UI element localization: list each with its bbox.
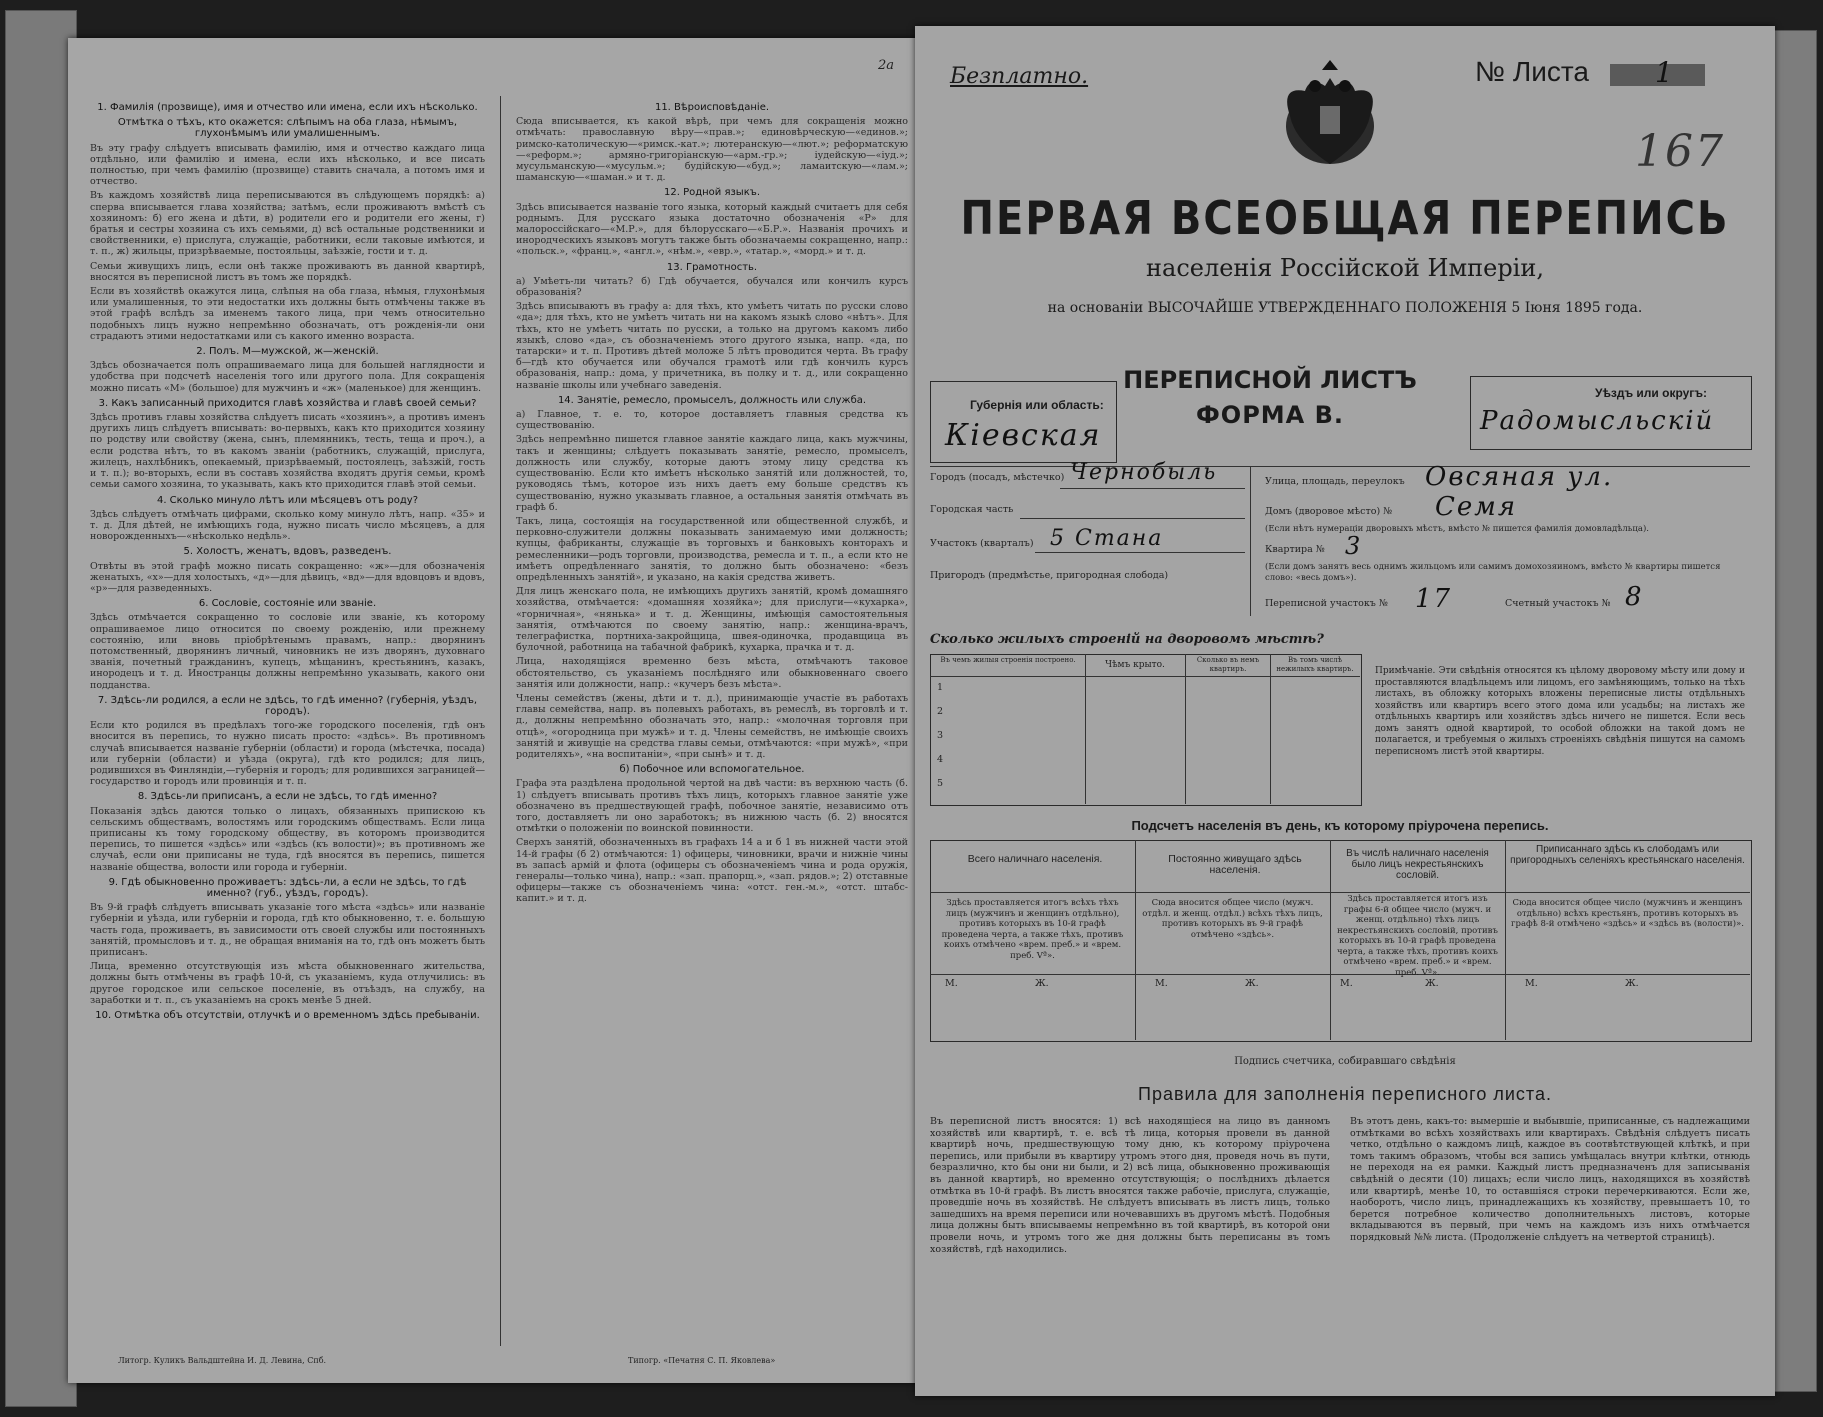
podschet-col-line (1135, 840, 1136, 1040)
instructions-column-2 (516, 98, 908, 1343)
instruction-paragraph: Здѣсь противъ главы хозяйства слѣдуетъ писать «хозяинъ», а противъ именъ другихъ лицъ слѣдуетъ вписывать: во-первыхъ, какъ кто приходится хозяину по родству или свойству (жена, сынъ, племянникъ, тесть, теща и проч.), а если родства нѣтъ, то въ какомъ званіи (работникъ, служащій, прислуга, жилецъ, нахлѣбникъ, опекаемый, призрѣваемый, постоялецъ, заѣзжій, гость и т. п.); во-вторыхъ, если въ составъ хозяйства входятъ другія семьи, кромѣ семьи самого хозяина, то указывать, какъ кто приходится главѣ этой семьи. (90, 412, 485, 491)
stroenia-row-4: 4 (937, 754, 944, 765)
census-form-page (915, 26, 1775, 1396)
column-divider (500, 96, 501, 1346)
uchastok-label: Участокъ (кварталъ) (930, 538, 1034, 549)
uezd-label: Уѣздъ или округъ: (1595, 386, 1708, 400)
instruction-paragraph: Здѣсь вписываютъ въ графу а: для тѣхъ, кто умѣетъ читать по русски слово «да»; для тѣхъ, кто не умѣетъ читать ни на какомъ языкѣ слово «нѣтъ». Для тѣхъ, кто не умѣетъ читать по русски, а только на другомъ какомъ либо языкѣ, слово «да», съ обозначеніемъ этого другого языка, напр. «да, по татарски» и т. п. Противъ дѣтей моложе 5 лѣтъ проводится черта. Въ графу б—гдѣ кто обучается или обучался грамотѣ или гдѣ кончилъ курсъ образованія, напр.: дома, у причетника, въ полку и т. д., или сокращенно названіе школы или учебнаго заведенія. (516, 301, 908, 391)
instruction-heading: 10. Отмѣтка объ отсутствіи, отлучкѣ и о временномъ здѣсь пребываніи. (95, 1010, 480, 1022)
instruction-heading: 3. Какъ записанный приходится главѣ хозяйства и главѣ своей семьи? (98, 397, 477, 409)
podschet-header-2: Постоянно живущаго здѣсь населенія. (1168, 853, 1302, 876)
double-headed-eagle-icon (1270, 56, 1390, 176)
male-label: М. (945, 978, 958, 989)
instruction-paragraph: Сверхъ занятій, обозначенныхъ въ графахъ 14 а и б 1 въ нижней части этой 14-й графы (б 2) отмѣчаются: 1) офицеры, чиновники, врачи и нижніе чины въ запасѣ армій и флота (офицеры съ обозначеніемъ чина и рода оружія, генералы—только чина), напр.: «зап. прапорщ.», «зап. рядов.»; 2) отставные офицеры—также съ обозначеніемъ чина: «отст. ген.-м.», «отст. штабс-капит.» и т. д. (516, 837, 908, 905)
stroenia-row-1: 1 (937, 682, 944, 693)
stroenia-header-4: Въ томъ числѣ нежилыхъ квартиръ. (1276, 656, 1354, 673)
schetny-uchastok-label: Счетный участокъ № (1505, 598, 1611, 609)
uchastok-line (1035, 552, 1245, 553)
perepis-uchastok-value: 17 (1415, 584, 1453, 614)
instruction-paragraph: а) Главное, т. е. то, которое доставляетъ главныя средства къ существованію. (516, 409, 908, 432)
paper-stack-left (5, 10, 77, 1407)
instruction-paragraph: Семьи живущихъ лицъ, если онѣ также проживаютъ въ данной квартирѣ, вносятся въ переписной листъ въ томъ же порядкѣ. (90, 260, 485, 283)
instruction-paragraph: Показанія здѣсь даются только о лицахъ, обязанныхъ припискою къ сельскимъ обществамъ, волостямъ или городскимъ обществамъ. Если лица приписаны къ тому городскому обществу, въ которомъ производится перепись, то пишется «здѣсь» или «здѣсь (къ волости)»; въ противномъ же случаѣ, если они приписаны не туда, гдѣ вносятся въ перепись, пишется названіе общества, волости или города и губерніи. (90, 805, 485, 873)
podschet-note-2: Сюда вносится общее число (мужч. отдѣл. и женщ. отдѣл.) всѣхъ тѣхъ лицъ, противъ которыхъ въ 9-й графѣ отмѣчено «здѣсь». (1142, 898, 1323, 940)
perepis-uchastok-label: Переписной участокъ № (1265, 598, 1388, 609)
instruction-heading: 6. Сословіе, состояніе или званіе. (198, 598, 377, 610)
kvartira-note: (Если домъ занятъ весь однимъ жильцомъ или самимъ домохозяиномъ, вмѣсто № квартиры пишется слово: «весь домъ»). (1265, 562, 1721, 583)
instruction-heading: 12. Родной языкъ. (664, 187, 760, 199)
stroenia-row-5: 5 (937, 778, 944, 789)
instruction-heading: 1. Фамилія (прозвище), имя и отчество или имена, если ихъ нѣсколько. (97, 102, 478, 113)
podschet-col-line (1330, 840, 1331, 1040)
instruction-paragraph: Члены семействъ (жены, дѣти и т. д.), принимающіе участіе въ работахъ главы семейства, напр. въ полевыхъ работахъ, въ ремеслѣ, въ торговлѣ и т. д., должны непремѣнно обозначать это, напр.: «молочная торговля при отцѣ», «огородница при мужѣ» и т. д. Члены семействъ, не имѣющіе своихъ занятій и живущіе на средства главы семьи, отмѣчаются: «при мужѣ», «при родителяхъ», «на воспитаніи», «при сынѣ» и т. д. (516, 692, 908, 760)
instruction-paragraph: Въ 9-й графѣ слѣдуетъ вписывать указаніе того мѣста «здѣсь» или названіе губерніи и уѣзда, или губерніи и города, гдѣ кто обыкновенно, т. е. большую часть года, проживаетъ, въ зависимости отъ своей службы или постоянныхъ занятій, промысловъ и т. д., не обращая вниманія на то, гдѣ онъ можетъ быть приписанъ. (90, 902, 485, 959)
census-subtitle: населенія Россійской Имперіи, (1146, 254, 1544, 282)
instruction-paragraph: Здѣсь непремѣнно пишется главное занятіе каждаго лица, какъ мужчины, такъ и женщины; слѣдуетъ показывать занятіе, ремесло, промыселъ, должность или службу, которые даютъ этому лицу средства къ существованію. Если кто имѣетъ нѣсколько занятій или должностей, то, руководясь тѣмъ, которое изъ нихъ даетъ ему больше средствъ къ существованію, нужно указывать главное, а остальныя занятія отмѣчать въ графѣ б. (516, 434, 908, 513)
ulica-label: Улица, площадь, переулокъ (1265, 476, 1405, 487)
instruction-paragraph: а) Умѣетъ-ли читать? б) Гдѣ обучается, обучался или кончилъ курсъ образованія? (516, 275, 908, 299)
instruction-paragraph: Здѣсь вписывается названіе того языка, который каждый считаетъ для себя роднымъ. Для русскаго языка достаточно обозначенія «Р» для малороссійскаго—«М.Р.», для бѣлорусскаго—«Б.Р.». Названія прочихъ и инородческихъ языковъ могутъ также быть обозначаемы сокращенно, напр.: «польск.», «франц.», «англ.», «нѣм.», «евр.», «татар.», «морд.» и т. д. (516, 201, 908, 258)
gorod-value: Чернобыль (1070, 460, 1218, 485)
instruction-paragraph: Сюда вписывается, къ какой вѣрѣ, при чемъ для сокращенія можно отмѣчать: православную вѣру—«прав.»; единовѣрческую—«единов.»; римско-католическую—«римск.-кат.»; лютеранскую—«лют.»; реформатскую—«реформ.»; армяно-григоріанскую—«арм.-гр.»; іудейскую—«іуд.»; мусульманскую—«мусульм.»; будійскую—«буд.»; ламаитскую—«лам.»; шаманскую—«шаман.» и т. д. (516, 116, 908, 184)
sheet-number-value: 1 (1655, 56, 1675, 89)
form-title: ПЕРЕПИСНОЙ ЛИСТЪ (1123, 366, 1417, 394)
stroenia-header-3: Сколько въ немъ квартиръ. (1196, 656, 1260, 673)
instruction-paragraph: Здѣсь отмѣчается сокращенно то сословіе или званіе, къ которому опрашиваемое лицо относится по своему рожденію, или прежнему состоянію, или вновь пріобрѣтенымъ правамъ, напр.: дворянинъ потомственный, дворянинъ личный, чиновникъ не изъ дворянъ, духовнаго званія, почетный гражданинъ, купецъ, мѣщанинъ, крестьянинъ, казакъ, инородецъ и т. д. Иностранцы должны непремѣнно указывать, какого они подданства. (90, 612, 485, 691)
podschet-note-3: Здѣсь проставляется итогъ изъ графы 6-й общее число (мужч. и женщ. отдѣльно) тѣхъ лицъ некрестьянскихъ сословій, противъ которыхъ въ 10-й графѣ проведена черта, а также тѣхъ, противъ коихъ отмѣчено «врем. преб.» и «врем. преб. Vª». (1337, 894, 1498, 978)
address-divider (1250, 466, 1251, 616)
archive-number: 167 (1635, 126, 1725, 177)
female-label: Ж. (1625, 978, 1639, 989)
address-top-rule (930, 466, 1750, 467)
instruction-paragraph: Лица, находящіяся временно безъ мѣста, отмѣчаютъ таковое обстоятельство, съ указаніемъ послѣдняго или обыкновеннаго своего занятія или должности, напр.: «кучеръ безъ мѣста». (516, 656, 908, 690)
instruction-heading: 5. Холостъ, женатъ, вдовъ, разведенъ. (183, 546, 392, 558)
instruction-paragraph: Если кто родился въ предѣлахъ того-же городского поселенія, гдѣ онъ вносится въ перепись, то нужно писать просто: «здѣсь». Въ противномъ случаѣ вписывается названіе губерніи (области) и города (мѣстечка, посада) или губерніи (области) и уѣзда (округа), гдѣ кто родился; для лицъ, родившихся въ Финляндіи,—губернія и городъ; для родившихся заграницей—государство и городъ или провинція и т. п. (90, 720, 485, 788)
podschet-head-line (930, 892, 1750, 893)
uchastok-value: 5 Стана (1050, 526, 1164, 551)
dom-label: Домъ (дворовое мѣсто) № (1265, 506, 1393, 517)
form-subtitle: ФОРМА В. (1195, 401, 1344, 429)
stroenia-row-2: 2 (937, 706, 944, 717)
prigorod-label: Пригородъ (предмѣстье, пригородная слобода) (930, 570, 1169, 581)
gorod-line (1060, 488, 1245, 489)
instructions-column-1 (90, 98, 485, 1343)
gorod-chast-label: Городская часть (930, 504, 1014, 515)
uezd-value: Радомысльскій (1480, 406, 1715, 436)
instruction-heading: б) Побочное или вспомогательное. (619, 764, 805, 776)
sheet-number-label: № Листа (1475, 56, 1589, 87)
left-footer-1: Литогр. Куликъ Вальдштейна И. Д. Левина, Спб. (118, 1356, 327, 1365)
stroenia-question: Сколько жилыхъ строеній на дворовомъ мѣстѣ? (930, 632, 1324, 647)
instruction-paragraph: Такъ, лица, состоящія на государственной или общественной службѣ, и перковно-служители должны показывать занимаемую ими должность; купцы, фабриканты, служащіе въ торговыхъ и банковыхъ конторахъ и ремесленники—родъ торговли, производства, ремесла и т. п., а если кто не имѣетъ опредѣленнаго занятія, то должно быть обозначено: «безъ опредѣленныхъ занятій», и указано, на какія средства живетъ. (516, 515, 908, 583)
stroenia-row-3: 3 (937, 730, 944, 741)
rules-title: Правила для заполненія переписного листа. (1138, 1084, 1552, 1104)
schetny-uchastok-value: 8 (1625, 582, 1644, 612)
dom-note: (Если нѣтъ нумераціи дворовыхъ мѣстъ, вмѣсто № пишется фамилія домовладѣльца). (1265, 524, 1649, 534)
podschet-header-4: Приписаннаго здѣсь къ слободамъ или пригородныхъ селеніяхъ крестьянскаго населенія. (1510, 844, 1745, 866)
podschet-header-1: Всего наличнаго населенія. (967, 853, 1103, 865)
kvartira-value: 3 (1345, 532, 1363, 560)
stroenia-header-2: Чѣмъ крыто. (1105, 660, 1165, 670)
male-label: М. (1525, 978, 1538, 989)
podschet-note-1: Здѣсь проставляется итогъ всѣхъ тѣхъ лицъ (мужчинъ и женщинъ отдѣльно), противъ которыхъ въ 10-й графѣ проведена черта, а также тѣхъ, противъ коихъ отмѣчено «врем. преб.» и «врем. преб. Vª». (941, 898, 1124, 961)
instruction-heading: 14. Занятіе, ремесло, промыселъ, должность или служба. (557, 394, 867, 406)
instruction-heading: 13. Грамотность. (666, 261, 758, 273)
instruction-paragraph: Отвѣты въ этой графѣ можно писать сокращенно: «ж»—для обозначенія женатыхъ, «х»—для холостыхъ, «д»—для дѣвицъ, «вд»—для вдовцовъ и вдовъ, «р»—для разведенныхъ. (90, 560, 485, 594)
rules-column-2: Въ этотъ день, какъ-то: вымершіе и выбывшіе, приписанные, съ надлежащими отмѣтками во всѣхъ хозяйствахъ или квартирахъ. Свѣдѣнія слѣдуетъ писать четко, отдѣльно о каждомъ лицѣ, каждое въ соотвѣтствующей клѣткѣ, и при томъ такимъ образомъ, чтобы вся запись умѣщалась внутри клѣтки, отнюдь не переходя на ея рамки. Каждый листъ предназначенъ для записыванія свѣдѣній о десяти (10) лицахъ; если число лицъ, находящихся въ хозяйствѣ или квартирѣ, менѣе 10, то оставшіяся строки перечеркиваются. Если же, наоборотъ, число лицъ, принадлежащихъ къ хозяйству, превышаетъ 10, то берется потребное количество дополнительныхъ листовъ, которые вкладываются въ первый, при чемъ на каждомъ изъ нихъ отмѣчается порядковый №№ листа. (Продолженіе слѣдуетъ на четвертой страницѣ). (1350, 1116, 1750, 1243)
stroenia-head-line (930, 676, 1360, 677)
instructions-page (68, 38, 926, 1383)
gorod-label: Городъ (посадъ, мѣстечко) (930, 472, 1065, 483)
kvartira-label: Квартира № (1265, 544, 1325, 555)
instruction-paragraph: Здѣсь обозначается полъ опрашиваемаго лица для большей наглядности и удобства при подсчетѣ населенія того или другого пола. Для сокращенія можно писать «М» (большое) для мужчинъ и «ж» (маленькое) для женщинъ. (90, 360, 485, 394)
female-label: Ж. (1035, 978, 1049, 989)
free-label: Безплатно. (950, 64, 1089, 89)
instruction-heading: 11. Вѣроисповѣданіе. (654, 102, 770, 113)
podschet-header-3: Въ числѣ наличнаго населенія было лицъ некрестьянскихъ сословій. (1346, 848, 1489, 881)
podschet-title: Подсчетъ населенія въ день, къ которому пріурочена перепись. (1131, 818, 1549, 833)
instruction-heading: 7. Здѣсь-ли родился, а если не здѣсь, то гдѣ именно? (губернія, уѣздъ, городъ). (97, 694, 478, 717)
ulica-value: Овсяная ул. (1425, 462, 1614, 492)
census-title: ПЕРВАЯ ВСЕОБЩАЯ ПЕРЕПИСЬ (960, 192, 1730, 246)
instruction-paragraph: Здѣсь слѣдуетъ отмѣчать цифрами, сколько кому минуло лѣтъ, напр. «35» и т. д. Для дѣтей, не имѣющихъ года, нужно писать число мѣсяцевъ, а для новорожденныхъ—«нѣсколько недѣль». (90, 508, 485, 543)
podschet-col-line (1505, 840, 1506, 1040)
stroenia-header-1: Въ чемъ жилыя строенія построено. (940, 656, 1076, 664)
instruction-paragraph: Въ эту графу слѣдуетъ вписывать фамилію, имя и отчество каждаго лица отдѣльно, или фамилію и имена, если ихъ нѣсколько, и все писать полностью, при чемъ фамилію (прозвище) ставить сначала, а потомъ имя и отчество. (90, 142, 485, 188)
rules-column-1: Въ переписной листъ вносятся: 1) всѣ находящіеся на лицо въ данномъ хозяйствѣ или квартирѣ, т. е. всѣ тѣ лица, которыя провели въ данной квартирѣ ночь, предшествующую тому дню, къ которому пріурочена перепись, или прибыли въ квартиру утромъ этого дня, проведя ночь въ пути, безразлично, кто бы они ни были, и 2) всѣ лица, обыкновенно проживающія въ данной квартирѣ, но временно отсутствующія; о послѣднихъ дѣлается отмѣтка въ 10-й графѣ. Въ листъ вносятся также рабочіе, прислуга, служащіе, проведшіе ночь въ хозяйствѣ. Не слѣдуетъ вписывать въ листъ лицъ, только зашедшихъ на время переписи или ночевавшихъ въ другомъ мѣстѣ. Подобныя лица должны быть вписываемы непремѣнно въ той квартирѣ, въ которой они провели ночь, и утромъ того же дня должны быть переписаны въ томъ хозяйствѣ, гдѣ находились. (930, 1116, 1330, 1255)
podschet-note-4: Сюда вносится общее число (мужчинъ и женщинъ отдѣльно) всѣхъ крестьянъ, противъ которыхъ въ графѣ 8-й отмѣчено «здѣсь» и «здѣсь въ (волости)». (1511, 898, 1744, 929)
instruction-paragraph: Въ каждомъ хозяйствѣ лица переписываются въ слѣдующемъ порядкѣ: а) сперва вписывается глава хозяйства; затѣмъ, если проживаютъ вмѣстѣ съ хозяиномъ: б) его жена и дѣти, в) родители его и родители его жены, г) братья и сестры хозяина съ ихъ семьями, д) всѣ остальные родственники и свойственники, е) прислуга, служащіе, работники, если таковые имѣются, и т. п., ж) жильцы, призрѣваемые, постояльцы, заѣзжіе, гости и т. д. (90, 190, 485, 258)
census-basis: на основаніи ВЫСОЧАЙШЕ УТВЕРЖДЕННАГО ПОЛОЖЕНІЯ 5 Іюня 1895 года. (1047, 300, 1643, 316)
gorod-chast-line (1020, 518, 1245, 519)
instruction-heading: 4. Сколько минуло лѣтъ или мѣсяцевъ отъ роду? (156, 494, 419, 506)
instruction-paragraph: Лица, временно отсутствующія изъ мѣста обыкновеннаго жительства, должны быть отмѣчены въ графѣ 10-й, съ указаніемъ, куда отлучились: въ другое городское или сельское поселеніе, въ отъѣздъ, на службу, на заработки и т. п., съ указаніемъ на срокъ менѣе 5 дней. (90, 961, 485, 1006)
left-footer-2: Типогр. «Печатня С. П. Яковлева» (628, 1356, 776, 1365)
male-label: М. (1155, 978, 1168, 989)
instruction-paragraph: Графа эта раздѣлена продольной чертой на двѣ части: въ верхнюю часть (б. 1) слѣдуетъ вписывать противъ тѣхъ лицъ, которыхъ главное занятіе уже обозначено въ предшествующей графѣ, побочное занятіе, независимо отъ того, доставляетъ ли оно заработокъ; въ нижнюю часть (б. 2) вносятся отмѣтки о положеніи по воинской повинности. (516, 778, 908, 835)
instruction-paragraph: Для лицъ женскаго пола, не имѣющихъ другихъ занятій, кромѣ домашняго хозяйства, отмѣчается: «домашняя хозяйка»; для прислуги—«кухарка», «горничная», «нянька» и т. д. Женщины, имѣющія самостоятельныя занятія, отмѣчаются по своему занятію, напр.: женщина-врачъ, телеграфистка, портниха-закройщица, швея-одиночка, продавщица въ булочной, работница на табачной фабрикѣ, кухарка, прачка и т. д. (516, 586, 908, 654)
gubernia-value: Кіевская (945, 418, 1102, 453)
instruction-heading: 2. Полъ. М—мужской, ж—женскій. (196, 346, 379, 358)
instruction-heading: 9. Гдѣ обыкновенно проживаетъ: здѣсь-ли, а если не здѣсь, то гдѣ именно? (губ., уѣздъ, городъ). (108, 876, 467, 899)
dom-value: Семя (1435, 492, 1518, 522)
male-label: М. (1340, 978, 1353, 989)
signature-label: Подпись счетчика, собиравшаго свѣдѣнія (1234, 1056, 1456, 1067)
instruction-heading: 8. Здѣсь-ли приписанъ, а если не здѣсь, то гдѣ именно? (137, 791, 438, 803)
female-label: Ж. (1425, 978, 1439, 989)
corner-mark: 2а (878, 58, 895, 73)
primechanie-note: Примѣчаніе. Эти свѣдѣнія относятся къ цѣлому дворовому мѣсту или дому и проставляются владѣльцемъ или лицомъ, его замѣняющимъ, только на тѣхъ листахъ, въ обложку которыхъ вложены переписные листы отдѣльныхъ хозяйствъ или квартиръ всего этого дома или усадьбы; на листахъ же отдѣльныхъ квартиръ или хозяйствъ здѣсь ничего не пишется. Если весь домъ занятъ одной квартирой, то особой обложки на такой домъ не полагается, и требуемыя о жилыхъ строеніяхъ свѣдѣнія пишутся на самомъ переписномъ листѣ этой квартиры. (1375, 666, 1745, 757)
gubernia-label: Губернія или область: (970, 398, 1104, 412)
female-label: Ж. (1245, 978, 1259, 989)
instruction-paragraph: Если въ хозяйствѣ окажутся лица, слѣпыя на оба глаза, нѣмыя, глухонѣмыя или умалишенныя, то эти недостатки ихъ должны быть отмѣчены также въ этой графѣ вслѣдъ за именемъ такого лица, при чемъ относительно подобныхъ лицъ нужно непремѣнно обозначать, отъ рожденія-ли они страдаютъ этими недостатками или съ какого именно возраста. (90, 286, 485, 342)
instruction-heading: Отмѣтка о тѣхъ, кто окажется: слѣпымъ на оба глаза, нѣмымъ, глухонѣмымъ или умалишеннымъ. (117, 117, 458, 140)
